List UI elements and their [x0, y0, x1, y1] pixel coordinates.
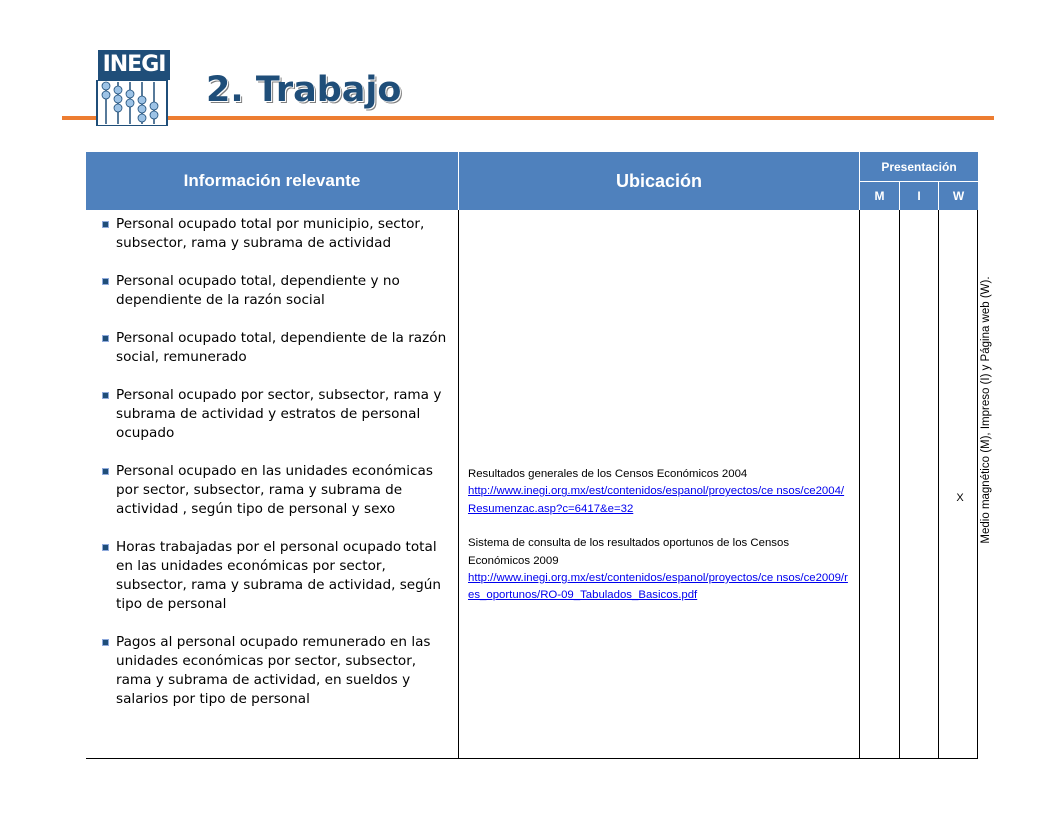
- source-2-label: Sistema de consulta de los resultados oportunos de los Censos Económicos 2009: [468, 537, 790, 567]
- source-1-link[interactable]: http://www.inegi.org.mx/est/contenidos/espanol/proyectos/ce nsos/ce2004/Resumenzac.asp?c=6417&e=32: [468, 485, 845, 515]
- bullet-icon: [102, 639, 109, 646]
- bullet-icon: [102, 544, 109, 551]
- column-divider: [938, 210, 939, 758]
- column-header-info: Información relevante: [86, 152, 458, 210]
- column-header-i: I: [900, 182, 938, 210]
- bullet-icon: [102, 221, 109, 228]
- bullet-icon: [102, 468, 109, 475]
- column-divider: [977, 210, 978, 758]
- column-header-w: W: [939, 182, 978, 210]
- page-title: 2. Trabajo: [206, 70, 402, 110]
- column-divider: [859, 210, 860, 758]
- bullet-icon: [102, 278, 109, 285]
- list-item: Personal ocupado total por municipio, sector, subsector, rama y subrama de actividad: [100, 215, 450, 253]
- list-item: Personal ocupado total, dependiente de la razón social, remunerado: [100, 329, 450, 367]
- source-2-link[interactable]: http://www.inegi.org.mx/est/contenidos/espanol/proyectos/ce nsos/ce2009/res_oportunos/RO-09_Tabulados_Basicos.pdf: [468, 572, 848, 602]
- list-item: Personal ocupado por sector, subsector, rama y subrama de actividad y estratos de personal ocupado: [100, 386, 450, 443]
- bullet-icon: [102, 335, 109, 342]
- column-divider: [899, 210, 900, 758]
- list-item: Pagos al personal ocupado remunerado en las unidades económicas por sector, subsector, rama y subrama de actividad, en sueldos y salarios por tipo de personal: [100, 633, 450, 709]
- column-divider: [458, 210, 459, 758]
- header-rule: [62, 116, 994, 120]
- logo-abacus-icon: [96, 80, 168, 126]
- inegi-logo: [96, 50, 168, 126]
- info-list: [100, 215, 450, 709]
- side-note-text: Medio magnético (M), Impreso (I) y Página web (W).: [980, 276, 992, 544]
- list-item: Horas trabajadas por el personal ocupado total en las unidades económicas por sector, subsector, rama y subrama de actividad, según tipo de personal: [100, 538, 450, 614]
- list-item: Personal ocupado en las unidades económicas por sector, subsector, rama y subrama de actividad , según tipo de personal y sexo: [100, 462, 450, 519]
- source-1-label: Resultados generales de los Censos Económicos 2004: [468, 468, 748, 480]
- bullet-icon: [102, 392, 109, 399]
- list-item: Personal ocupado total, dependiente y no dependiente de la razón social: [100, 272, 450, 310]
- ubicacion-cell: [468, 466, 852, 605]
- logo-text: INEGI: [98, 50, 170, 80]
- column-header-m: M: [860, 182, 899, 210]
- column-header-presentacion: Presentación: [860, 152, 978, 181]
- presentation-w-mark: X: [956, 492, 964, 504]
- column-header-ubicacion: Ubicación: [459, 152, 859, 210]
